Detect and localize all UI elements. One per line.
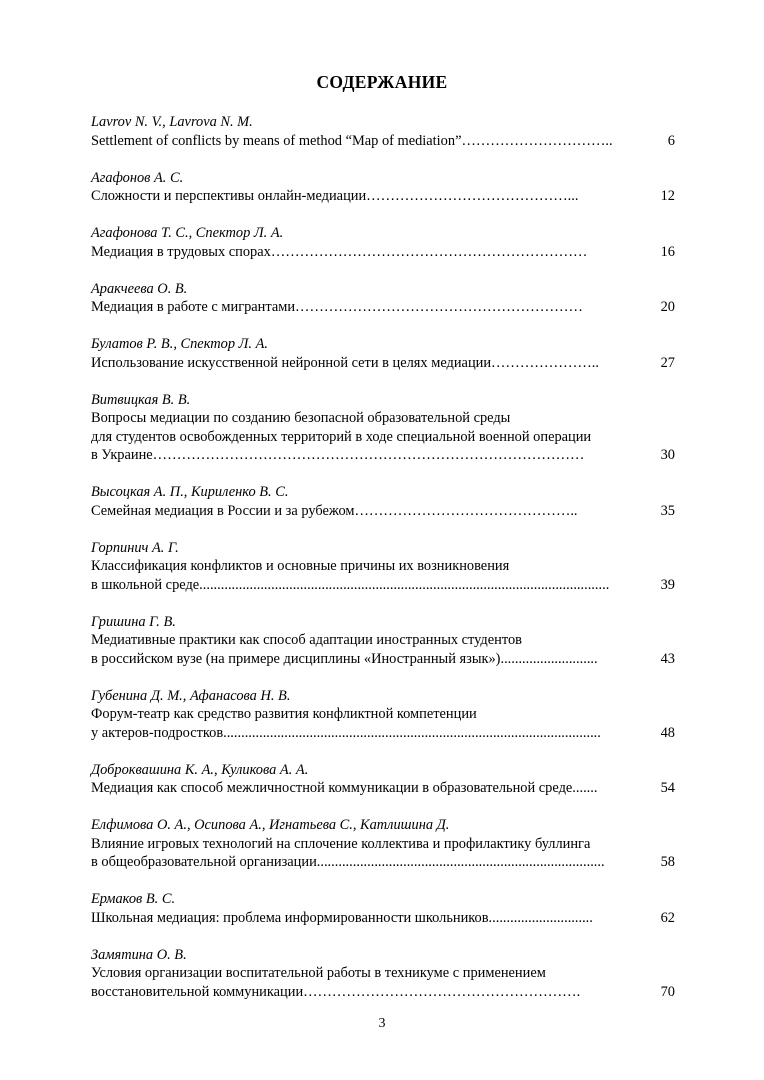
toc-entry-page-number: 54 — [660, 780, 675, 796]
toc-entry-page-number: 39 — [660, 576, 675, 593]
toc-entry-title-line: Вопросы медиации по созданию безопасной образовательной среды — [91, 410, 511, 426]
toc-entry[interactable] — [91, 539, 675, 595]
toc-entry-page-number: 12 — [660, 188, 675, 204]
toc-entry-page-number: 62 — [660, 909, 675, 926]
toc-entry-title-line: Медиация в трудовых спорах………………………………………………………… — [91, 243, 588, 260]
toc-entry-title-line: Медиативные практики как способ адаптации иностранных студентов — [91, 632, 522, 648]
toc-entry-page-number: 58 — [660, 854, 675, 870]
toc-entry-authors: Доброквашина К. А., Куликова А. А. — [91, 761, 309, 778]
toc-entry[interactable] — [91, 761, 675, 798]
toc-entry-authors: Губенина Д. М., Афанасова Н. В. — [91, 687, 291, 704]
toc-entry-title-line: в Украине……………………………………………………………………………… — [91, 447, 585, 463]
toc-entry-authors: Булатов Р. В., Спектор Л. А. — [91, 336, 268, 352]
toc-entry-title-line: Школьная медиация: проблема информированности школьников............................. — [91, 909, 593, 926]
toc-entry-title-line: Медиация как способ межличностной коммуникации в образовательной среде....... — [91, 780, 598, 796]
toc-entry[interactable] — [91, 335, 675, 372]
toc-entry[interactable] — [91, 280, 675, 317]
toc-entry-title-line: у актеров-подростков......................................................................................................... — [91, 724, 601, 741]
toc-entry[interactable] — [91, 113, 675, 150]
toc-entry[interactable] — [91, 890, 675, 927]
toc-entry-title-line: Сложности и перспективы онлайн-медиации……………………………………... — [91, 188, 579, 204]
toc-entry-authors: Высоцкая А. П., Кириленко В. С. — [91, 484, 289, 500]
table-of-contents — [91, 113, 675, 1020]
toc-entry[interactable] — [91, 687, 675, 743]
toc-entry-authors: Гришина Г. В. — [91, 613, 176, 630]
toc-entry-title-line: восстановительной коммуникации…………………………………………………. — [91, 983, 581, 1000]
toc-entry-authors: Горпинич А. Г. — [91, 539, 179, 556]
page-title: СОДЕРЖАНИЕ — [316, 72, 448, 92]
toc-entry-authors: Агафонов А. С. — [91, 169, 184, 186]
toc-entry-authors: Витвицкая В. В. — [91, 391, 191, 408]
toc-entry[interactable] — [91, 224, 675, 261]
toc-entry-title-line: Медиация в работе с мигрантами…………………………………………………… — [91, 299, 583, 315]
toc-entry[interactable] — [91, 483, 675, 520]
toc-entry-authors: Ермаков В. С. — [91, 891, 176, 907]
toc-entry-authors: Замятина О. В. — [91, 946, 187, 963]
toc-entry-title-line: в общеобразовательной организации................................................................................ — [91, 854, 605, 870]
toc-entry-title-line: Условия организации воспитательной работы в техникуме с применением — [91, 965, 546, 981]
toc-entry-title-line: Семейная медиация в России и за рубежом……………………………………….. — [91, 502, 578, 519]
toc-entry-title-line: Влияние игровых технологий на сплочение коллектива и профилактику буллинга — [91, 835, 591, 852]
page-number: 3 — [378, 1016, 386, 1031]
toc-entry[interactable] — [91, 816, 675, 872]
toc-entry-title-line: Классификация конфликтов и основные причины их возникновения — [91, 558, 510, 574]
toc-entry-page-number: 20 — [660, 299, 675, 315]
toc-entry-page-number: 43 — [660, 650, 675, 667]
toc-entry[interactable] — [91, 613, 675, 669]
toc-entry-page-number: 35 — [660, 502, 675, 519]
toc-entry-page-number: 27 — [660, 354, 675, 371]
toc-entry-page-number: 70 — [660, 983, 675, 1000]
toc-entry-title-line: Использование искусственной нейронной сети в целях медиации………………….. — [91, 354, 599, 371]
toc-entry-authors: Аракчеева О. В. — [91, 280, 188, 297]
toc-entry-page-number: 16 — [660, 243, 675, 260]
toc-entry-page-number: 6 — [667, 132, 675, 149]
toc-entry[interactable] — [91, 169, 675, 206]
toc-entry-title-line: для студентов освобожденных территорий в ходе специальной военной операции — [91, 428, 592, 445]
toc-entry-page-number: 48 — [660, 724, 675, 741]
toc-entry[interactable] — [91, 391, 675, 465]
toc-entry-authors: Lavrov N. V., Lavrova N. M. — [91, 114, 253, 130]
toc-entry-authors: Агафонова Т. С., Спектор Л. А. — [91, 225, 284, 241]
toc-entry-title-line: в российском вузе (на примере дисциплины «Иностранный язык»)........................... — [91, 650, 598, 667]
toc-entry[interactable] — [91, 946, 675, 1002]
toc-entry-title-line: в школьной среде.................................................................................................................. — [91, 576, 610, 593]
toc-entry-authors: Елфимова О. А., Осипова А., Игнатьева С., Катлишина Д. — [91, 817, 450, 833]
toc-entry-title-line: Settlement of conflicts by means of method “Map of mediation”………………………….. — [91, 132, 613, 149]
toc-entry-page-number: 30 — [660, 447, 675, 463]
toc-entry-title-line: Форум-театр как средство развития конфликтной компетенции — [91, 706, 477, 722]
